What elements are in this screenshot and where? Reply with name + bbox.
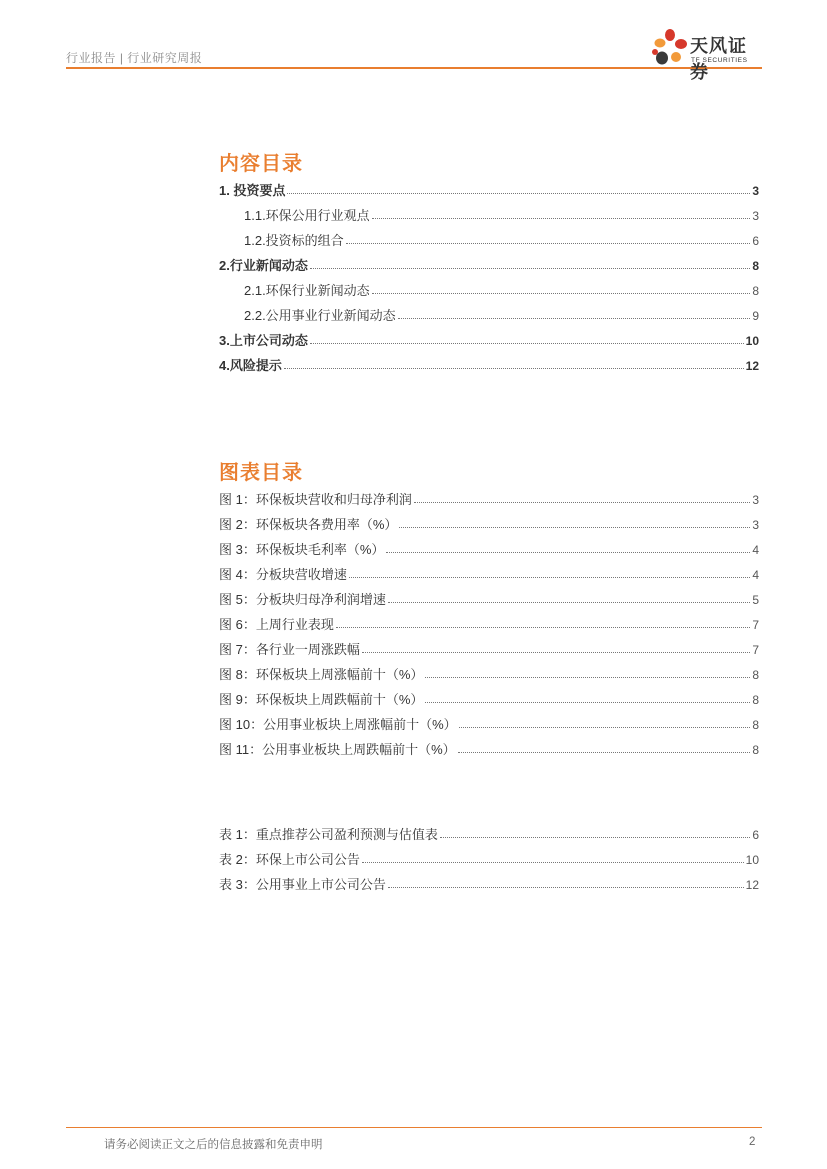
figure-entry-page: 4 bbox=[752, 568, 759, 582]
figure-entry-label: 图 7：各行业一周涨跌幅 bbox=[219, 642, 360, 657]
dot-leader bbox=[284, 367, 744, 369]
figure-entry-label: 图 3：环保板块毛利率（%） bbox=[219, 542, 385, 557]
dot-leader bbox=[459, 726, 751, 728]
figure-entry[interactable] bbox=[219, 689, 759, 707]
dot-leader bbox=[440, 836, 750, 838]
dot-leader bbox=[310, 342, 744, 344]
report-category: 行业报告 | 行业研究周报 bbox=[66, 51, 203, 65]
logo-subtitle: TF SECURITIES bbox=[691, 57, 748, 64]
dot-leader bbox=[362, 651, 750, 653]
dot-leader bbox=[372, 217, 751, 219]
toc-entry-label: 3.上市公司动态 bbox=[219, 333, 308, 348]
toc-entry[interactable] bbox=[219, 330, 759, 348]
figure-entry-page: 8 bbox=[752, 693, 759, 707]
table-entry[interactable] bbox=[219, 874, 759, 892]
toc-entry-page: 10 bbox=[745, 334, 759, 348]
table-entry-label: 表 2：环保上市公司公告 bbox=[219, 852, 360, 867]
figure-entry-label: 图 11：公用事业板块上周跌幅前十（%） bbox=[219, 742, 456, 757]
dot-leader bbox=[287, 192, 750, 194]
figure-entry-label: 图 8：环保板块上周涨幅前十（%） bbox=[219, 667, 424, 682]
figure-entry[interactable] bbox=[219, 664, 759, 682]
figure-entry-page: 3 bbox=[752, 493, 759, 507]
table-entry-page: 6 bbox=[752, 828, 759, 842]
table-entry-page: 12 bbox=[745, 878, 759, 892]
toc-title: 内容目录 bbox=[219, 153, 303, 175]
toc-entry[interactable] bbox=[244, 280, 759, 298]
toc-entry-label: 2.2.公用事业行业新闻动态 bbox=[244, 308, 396, 323]
figure-entry-page: 4 bbox=[752, 543, 759, 557]
figure-entry-label: 图 9：环保板块上周跌幅前十（%） bbox=[219, 692, 424, 707]
dot-leader bbox=[388, 601, 750, 603]
figure-entry-page: 8 bbox=[752, 718, 759, 732]
dot-leader bbox=[336, 626, 750, 628]
toc-entry-page: 6 bbox=[752, 234, 759, 248]
figure-entry[interactable] bbox=[219, 714, 759, 732]
figure-entry-label: 图 10：公用事业板块上周涨幅前十（%） bbox=[219, 717, 457, 732]
figure-entry-label: 图 5：分板块归母净利润增速 bbox=[219, 592, 386, 607]
toc-entry[interactable] bbox=[244, 205, 759, 223]
toc-entry-page: 8 bbox=[752, 259, 759, 273]
logo-flower-icon bbox=[650, 28, 690, 70]
dot-leader bbox=[346, 242, 751, 244]
figure-entry-label: 图 2：环保板块各费用率（%） bbox=[219, 517, 398, 532]
toc-entry-label: 2.行业新闻动态 bbox=[219, 258, 308, 273]
figure-entry-page: 7 bbox=[752, 618, 759, 632]
figure-entry-page: 8 bbox=[752, 743, 759, 757]
dot-leader bbox=[372, 292, 751, 294]
toc-entry[interactable] bbox=[219, 355, 759, 373]
figure-entry[interactable] bbox=[219, 639, 759, 657]
logo-name: 天风证券 bbox=[690, 36, 747, 82]
figure-entry-label: 图 4：分板块营收增速 bbox=[219, 567, 347, 582]
table-entry[interactable] bbox=[219, 849, 759, 867]
figure-entry[interactable] bbox=[219, 589, 759, 607]
table-entry-label: 表 3：公用事业上市公司公告 bbox=[219, 877, 386, 892]
toc-entry-page: 9 bbox=[752, 309, 759, 323]
figure-entry-label: 图 6：上周行业表现 bbox=[219, 617, 334, 632]
toc-entry-label: 1. 投资要点 bbox=[219, 183, 286, 198]
figure-entry[interactable] bbox=[219, 514, 759, 532]
figure-entry[interactable] bbox=[219, 489, 759, 507]
figure-entry[interactable] bbox=[219, 739, 759, 757]
dot-leader bbox=[310, 267, 750, 269]
table-entry-page: 10 bbox=[745, 853, 759, 867]
dot-leader bbox=[362, 861, 744, 863]
footer-divider bbox=[66, 1127, 762, 1128]
figure-entry[interactable] bbox=[219, 539, 759, 557]
dot-leader bbox=[425, 701, 750, 703]
toc-entry-label: 4.风险提示 bbox=[219, 358, 282, 373]
footer-disclaimer: 请务必阅读正文之后的信息披露和免责申明 bbox=[104, 1139, 323, 1151]
toc-entry[interactable] bbox=[244, 230, 759, 248]
dot-leader bbox=[388, 886, 744, 888]
table-entry-label: 表 1：重点推荐公司盈利预测与估值表 bbox=[219, 827, 438, 842]
toc-entry-page: 12 bbox=[745, 359, 759, 373]
toc-entry-label: 1.2.投资标的组合 bbox=[244, 233, 344, 248]
toc-entry-label: 1.1.环保公用行业观点 bbox=[244, 208, 370, 223]
dot-leader bbox=[349, 576, 750, 578]
toc-entry-page: 3 bbox=[752, 209, 759, 223]
figure-entry-page: 7 bbox=[752, 643, 759, 657]
toc-entry-page: 3 bbox=[752, 184, 759, 198]
dot-leader bbox=[414, 501, 750, 503]
toc-entry[interactable] bbox=[219, 180, 759, 198]
dot-leader bbox=[458, 751, 751, 753]
dot-leader bbox=[399, 526, 750, 528]
toc-entry-page: 8 bbox=[752, 284, 759, 298]
table-entry[interactable] bbox=[219, 824, 759, 842]
company-logo bbox=[650, 28, 765, 82]
figure-entry-page: 3 bbox=[752, 518, 759, 532]
dot-leader bbox=[398, 317, 751, 319]
figure-entry-label: 图 1：环保板块营收和归母净利润 bbox=[219, 492, 412, 507]
toc-entry[interactable] bbox=[244, 305, 759, 323]
dot-leader bbox=[425, 676, 750, 678]
toc-entry[interactable] bbox=[219, 255, 759, 273]
toc-entry-label: 2.1.环保行业新闻动态 bbox=[244, 283, 370, 298]
figure-entry[interactable] bbox=[219, 614, 759, 632]
dot-leader bbox=[386, 551, 750, 553]
figures-title: 图表目录 bbox=[219, 462, 303, 484]
figure-entry-page: 5 bbox=[752, 593, 759, 607]
figure-entry[interactable] bbox=[219, 564, 759, 582]
page-number: 2 bbox=[749, 1136, 756, 1148]
figure-entry-page: 8 bbox=[752, 668, 759, 682]
